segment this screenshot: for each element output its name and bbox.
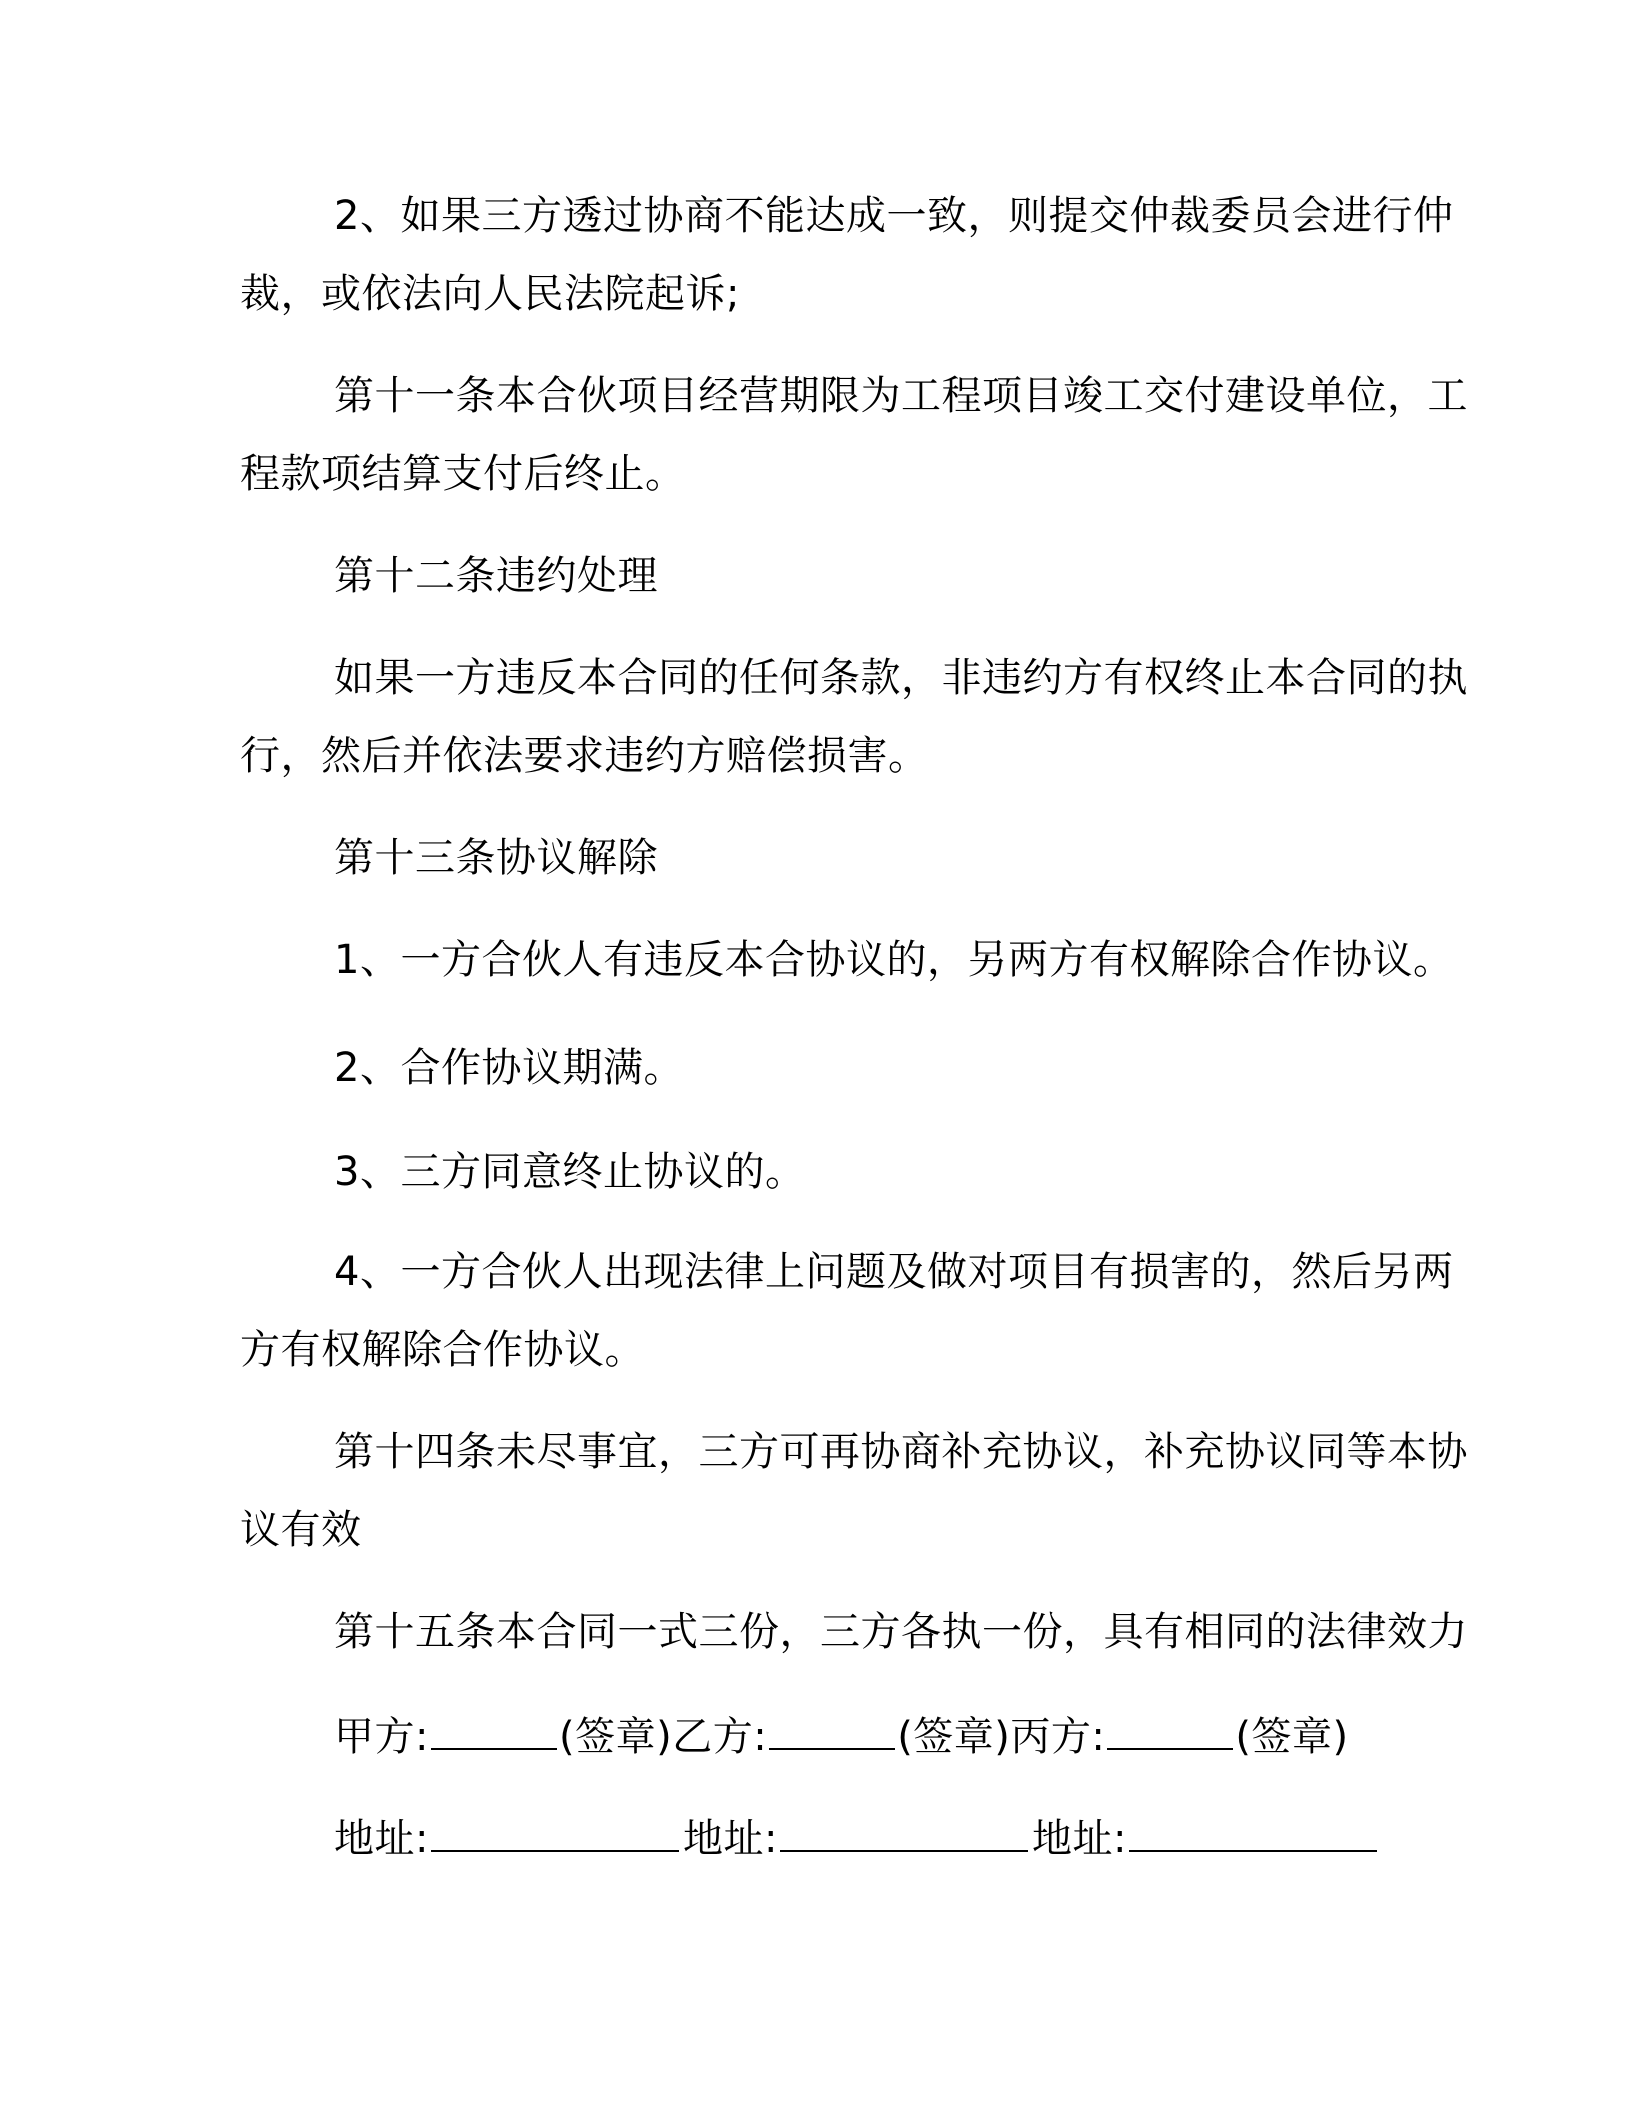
address-c-label: 地址: [1031, 1816, 1127, 1862]
stamp-c-label: (签章) [1235, 1714, 1349, 1760]
article-14-line: 议有效 [240, 1507, 362, 1553]
article-11-line: 第十一条本合伙项目经营期限为工程项目竣工交付建设单位，工 [334, 373, 1468, 419]
party-a-label: 甲方: [334, 1714, 429, 1760]
list-item: 方有权解除合作协议。 [240, 1327, 645, 1373]
article-13-heading: 第十三条协议解除 [334, 835, 658, 881]
list-item: 3、三方同意终止协议的。 [334, 1149, 806, 1195]
paragraph-line: 行，然后并依法要求违约方赔偿损害。 [240, 733, 929, 779]
paragraph-line: 裁，或依法向人民法院起诉; [240, 271, 740, 317]
address-row [334, 1812, 1377, 1863]
address-b-blank[interactable] [780, 1812, 1028, 1852]
article-11-line: 程款项结算支付后终止。 [240, 451, 686, 497]
article-12-heading: 第十二条违约处理 [334, 553, 658, 599]
signature-row [334, 1710, 1349, 1761]
article-14-line: 第十四条未尽事宜，三方可再协商补充协议，补充协议同等本协 [334, 1429, 1468, 1475]
address-a-blank[interactable] [431, 1812, 679, 1852]
address-c-blank[interactable] [1129, 1812, 1377, 1852]
address-b-label: 地址: [682, 1816, 778, 1862]
party-b-label: 乙方: [672, 1714, 768, 1760]
address-a-label: 地址: [334, 1816, 429, 1862]
stamp-b-label: (签章) [897, 1714, 1011, 1760]
party-c-label: 丙方: [1010, 1714, 1106, 1760]
party-c-blank[interactable] [1107, 1710, 1233, 1750]
party-a-blank[interactable] [431, 1710, 557, 1750]
list-item: 1、一方合伙人有违反本合协议的，另两方有权解除合作协议。 [334, 937, 1454, 983]
list-item: 2、合作协议期满。 [334, 1045, 684, 1091]
paragraph-line: 2、如果三方透过协商不能达成一致，则提交仲裁委员会进行仲 [334, 193, 1454, 239]
stamp-a-label: (签章) [558, 1714, 673, 1760]
list-item: 4、一方合伙人出现法律上问题及做对项目有损害的，然后另两 [334, 1249, 1454, 1295]
party-b-blank[interactable] [769, 1710, 895, 1750]
article-15-line: 第十五条本合同一式三份，三方各执一份，具有相同的法律效力 [334, 1609, 1468, 1655]
paragraph-line: 如果一方违反本合同的任何条款，非违约方有权终止本合同的执 [334, 655, 1468, 701]
